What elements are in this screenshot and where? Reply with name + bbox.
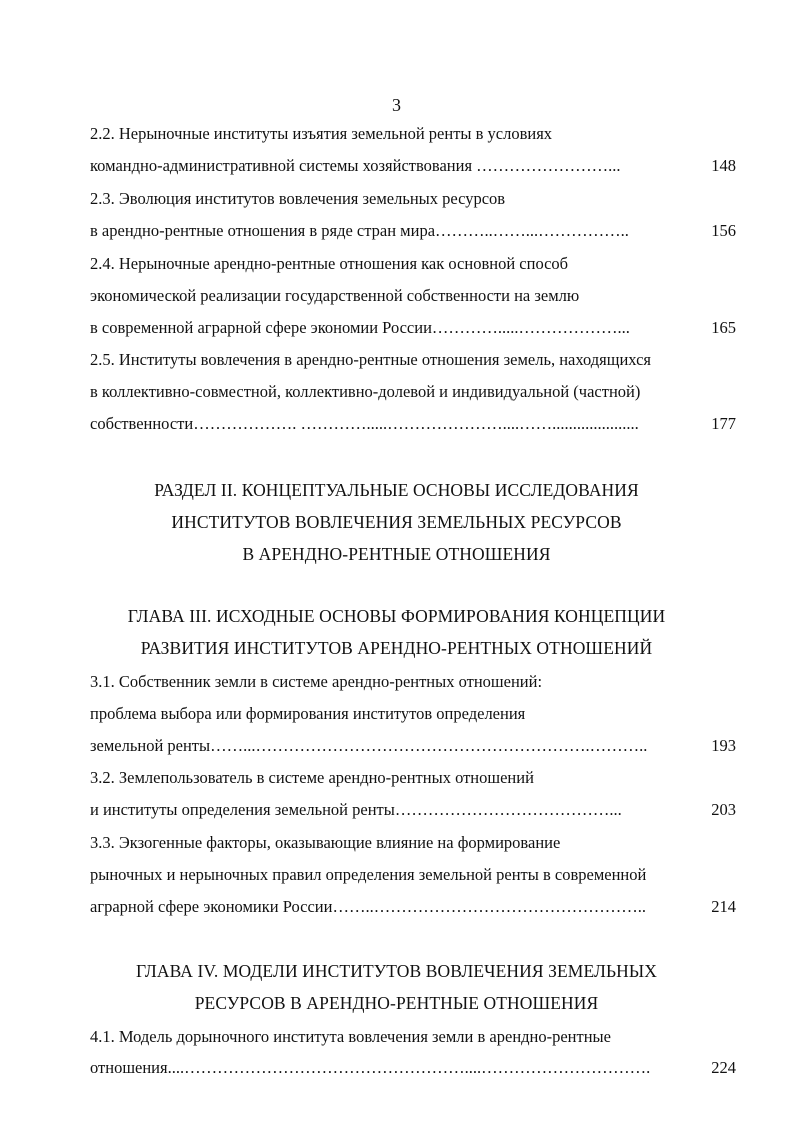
toc-entry-text: земельной ренты……...…………………………………………………….……….. — [90, 736, 648, 755]
toc-entry-2-3-line1: 2.3. Эволюция институтов вовлечения земельных ресурсов — [90, 189, 506, 208]
section-heading-line2: ИНСТИТУТОВ ВОВЛЕЧЕНИЯ ЗЕМЕЛЬНЫХ РЕСУРСОВ — [171, 512, 622, 532]
toc-entry-2-3-line2 — [90, 220, 736, 242]
section-heading-line3: В АРЕНДНО-РЕНТНЫЕ ОТНОШЕНИЯ — [242, 544, 551, 564]
toc-entry-text: в современной аграрной сфере экономии России………….....………………... — [90, 318, 630, 337]
toc-entry-2-4-line2 — [90, 317, 736, 339]
toc-entry-4-1-line2 — [90, 1057, 736, 1079]
toc-page-ref: 148 — [711, 156, 736, 175]
section-heading-line1: РАЗДЕЛ II. КОНЦЕПТУАЛЬНЫЕ ОСНОВЫ ИССЛЕДОВАНИЯ — [154, 480, 639, 500]
toc-entry-3-2-line1: 3.2. Землепользователь в системе арендно-рентных отношений — [90, 768, 534, 787]
toc-entry-3-1-line1: 3.1. Собственник земли в системе арендно-рентных отношений: — [90, 672, 543, 691]
toc-entry-2-5-line-mid: в коллективно-совместной, коллективно-долевой и индивидуальной (частной) — [90, 382, 641, 401]
toc-page-ref: 177 — [711, 414, 736, 433]
page-number: 3 — [392, 95, 401, 115]
chapter-4-heading-line1: ГЛАВА IV. МОДЕЛИ ИНСТИТУТОВ ВОВЛЕЧЕНИЯ ЗЕМЕЛЬНЫХ — [136, 961, 657, 981]
toc-entry-3-1-line-mid: проблема выбора или формирования институтов определения — [90, 704, 526, 723]
toc-entry-text: аграрной сфере экономики России……..………………………………………….. — [90, 897, 646, 916]
toc-page-ref: 214 — [711, 897, 736, 916]
toc-entry-2-2-line2 — [90, 155, 736, 177]
toc-entry-4-1-line1: 4.1. Модель дорыночного института вовлечения земли в арендно-рентные — [90, 1027, 611, 1046]
toc-entry-2-5-line1: 2.5. Институты вовлечения в арендно-рентные отношения земель, находящихся — [90, 350, 651, 369]
toc-entry-3-3-line1: 3.3. Экзогенные факторы, оказывающие влияние на формирование — [90, 833, 561, 852]
toc-entry-text: собственности………………. ………….....…………………....……..................... — [90, 414, 639, 433]
toc-page-ref: 224 — [711, 1058, 736, 1077]
toc-page-ref: 165 — [711, 318, 736, 337]
toc-entry-3-1-line2 — [90, 735, 736, 757]
toc-entry-text: и институты определения земельной ренты…………………………………... — [90, 800, 622, 819]
chapter-3-heading-line1: ГЛАВА III. ИСХОДНЫЕ ОСНОВЫ ФОРМИРОВАНИЯ КОНЦЕПЦИИ — [127, 606, 666, 626]
toc-entry-text: в арендно-рентные отношения в ряде стран мира………..……...…………….. — [90, 221, 629, 240]
toc-entry-text: отношения....……………………………………………....…………………………. — [90, 1058, 651, 1077]
chapter-4-heading-line2: РЕСУРСОВ В АРЕНДНО-РЕНТНЫЕ ОТНОШЕНИЯ — [194, 993, 599, 1013]
toc-entry-3-3-line2 — [90, 896, 736, 918]
toc-page-ref: 203 — [711, 800, 736, 819]
chapter-3-heading-line2: РАЗВИТИЯ ИНСТИТУТОВ АРЕНДНО-РЕНТНЫХ ОТНОШЕНИЙ — [140, 638, 653, 658]
toc-page-ref: 193 — [711, 736, 736, 755]
toc-entry-3-3-line-mid: рыночных и нерыночных правил определения земельной ренты в современной — [90, 865, 647, 884]
toc-entry-text: командно-административной системы хозяйствования ……………………... — [90, 156, 621, 175]
toc-entry-2-4-line-mid: экономической реализации государственной собственности на землю — [90, 286, 580, 305]
toc-entry-3-2-line2 — [90, 799, 736, 821]
toc-entry-2-4-line1: 2.4. Нерыночные арендно-рентные отношения как основной способ — [90, 254, 569, 273]
toc-page-ref: 156 — [711, 221, 736, 240]
toc-entry-2-5-line2 — [90, 413, 736, 435]
toc-entry-2-2-line1: 2.2. Нерыночные институты изъятия земельной ренты в условиях — [90, 124, 553, 143]
